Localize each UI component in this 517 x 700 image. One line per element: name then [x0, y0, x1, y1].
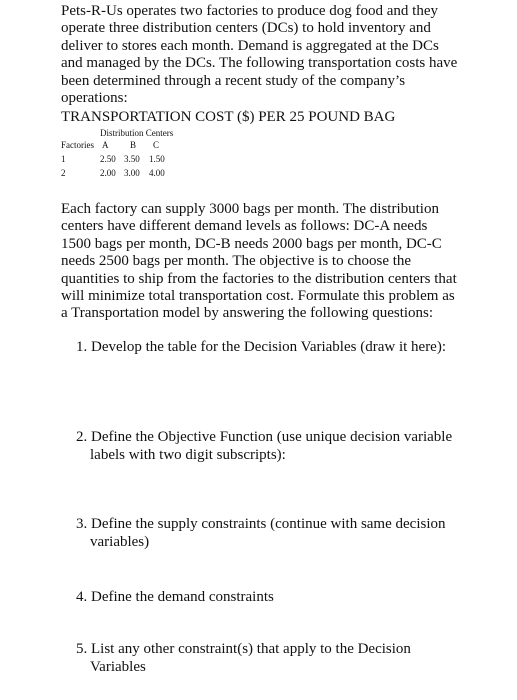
cost-table-cell: 2.50: [100, 154, 116, 164]
cost-table-factory-label: 2: [61, 168, 66, 178]
problem-paragraph: Each factory can supply 3000 bags per month. The distribution centers have different demand levels as follows: DC-A needs 1500 bags per month, DC-B needs 2000 bags per month, DC-C needs 2500 bags per month. The objective is to choose the quantities to ship from the factories to the distribution centers that will minimize total transportation cost. Formulate this problem as a Transportation model by answering the following questions:: [61, 201, 457, 322]
question-3: 3. Define the supply constraints (continue with same decision variables): [76, 516, 446, 550]
cost-table-cell: 4.00: [149, 168, 165, 178]
cost-table-factory-label: 1: [61, 154, 66, 164]
question-2: 2. Define the Objective Function (use unique decision variable labels with two digit subscripts):: [76, 429, 453, 463]
intro-paragraph: Pets-R-Us operates two factories to produce dog food and they operate three distribution centers (DCs) to hold inventory and deliver to stores each month. Demand is aggregated at the DCs and managed by the DCs. The following transportation costs have been determined through a recent study of the company’s operations:: [61, 3, 458, 107]
cost-table-cell: 3.00: [124, 168, 140, 178]
cost-table-corner-label: Factories: [61, 140, 94, 150]
cost-table-cell: 1.50: [149, 154, 165, 164]
cost-table-col-a: A: [102, 140, 109, 150]
cost-heading: TRANSPORTATION COST ($) PER 25 POUND BAG: [61, 109, 396, 125]
question-5: 5. List any other constraint(s) that apply to the Decision Variables: [76, 641, 411, 675]
cost-table-col-b: B: [130, 140, 137, 150]
question-1: 1. Develop the table for the Decision Variables (draw it here):: [76, 339, 447, 355]
cost-table-cell: 2.00: [100, 168, 116, 178]
cost-table-cell: 3.50: [124, 154, 140, 164]
question-4: 4. Define the demand constraints: [76, 589, 274, 605]
cost-table-col-c: C: [153, 140, 160, 150]
cost-table-caption: Distribution Centers: [100, 128, 174, 138]
